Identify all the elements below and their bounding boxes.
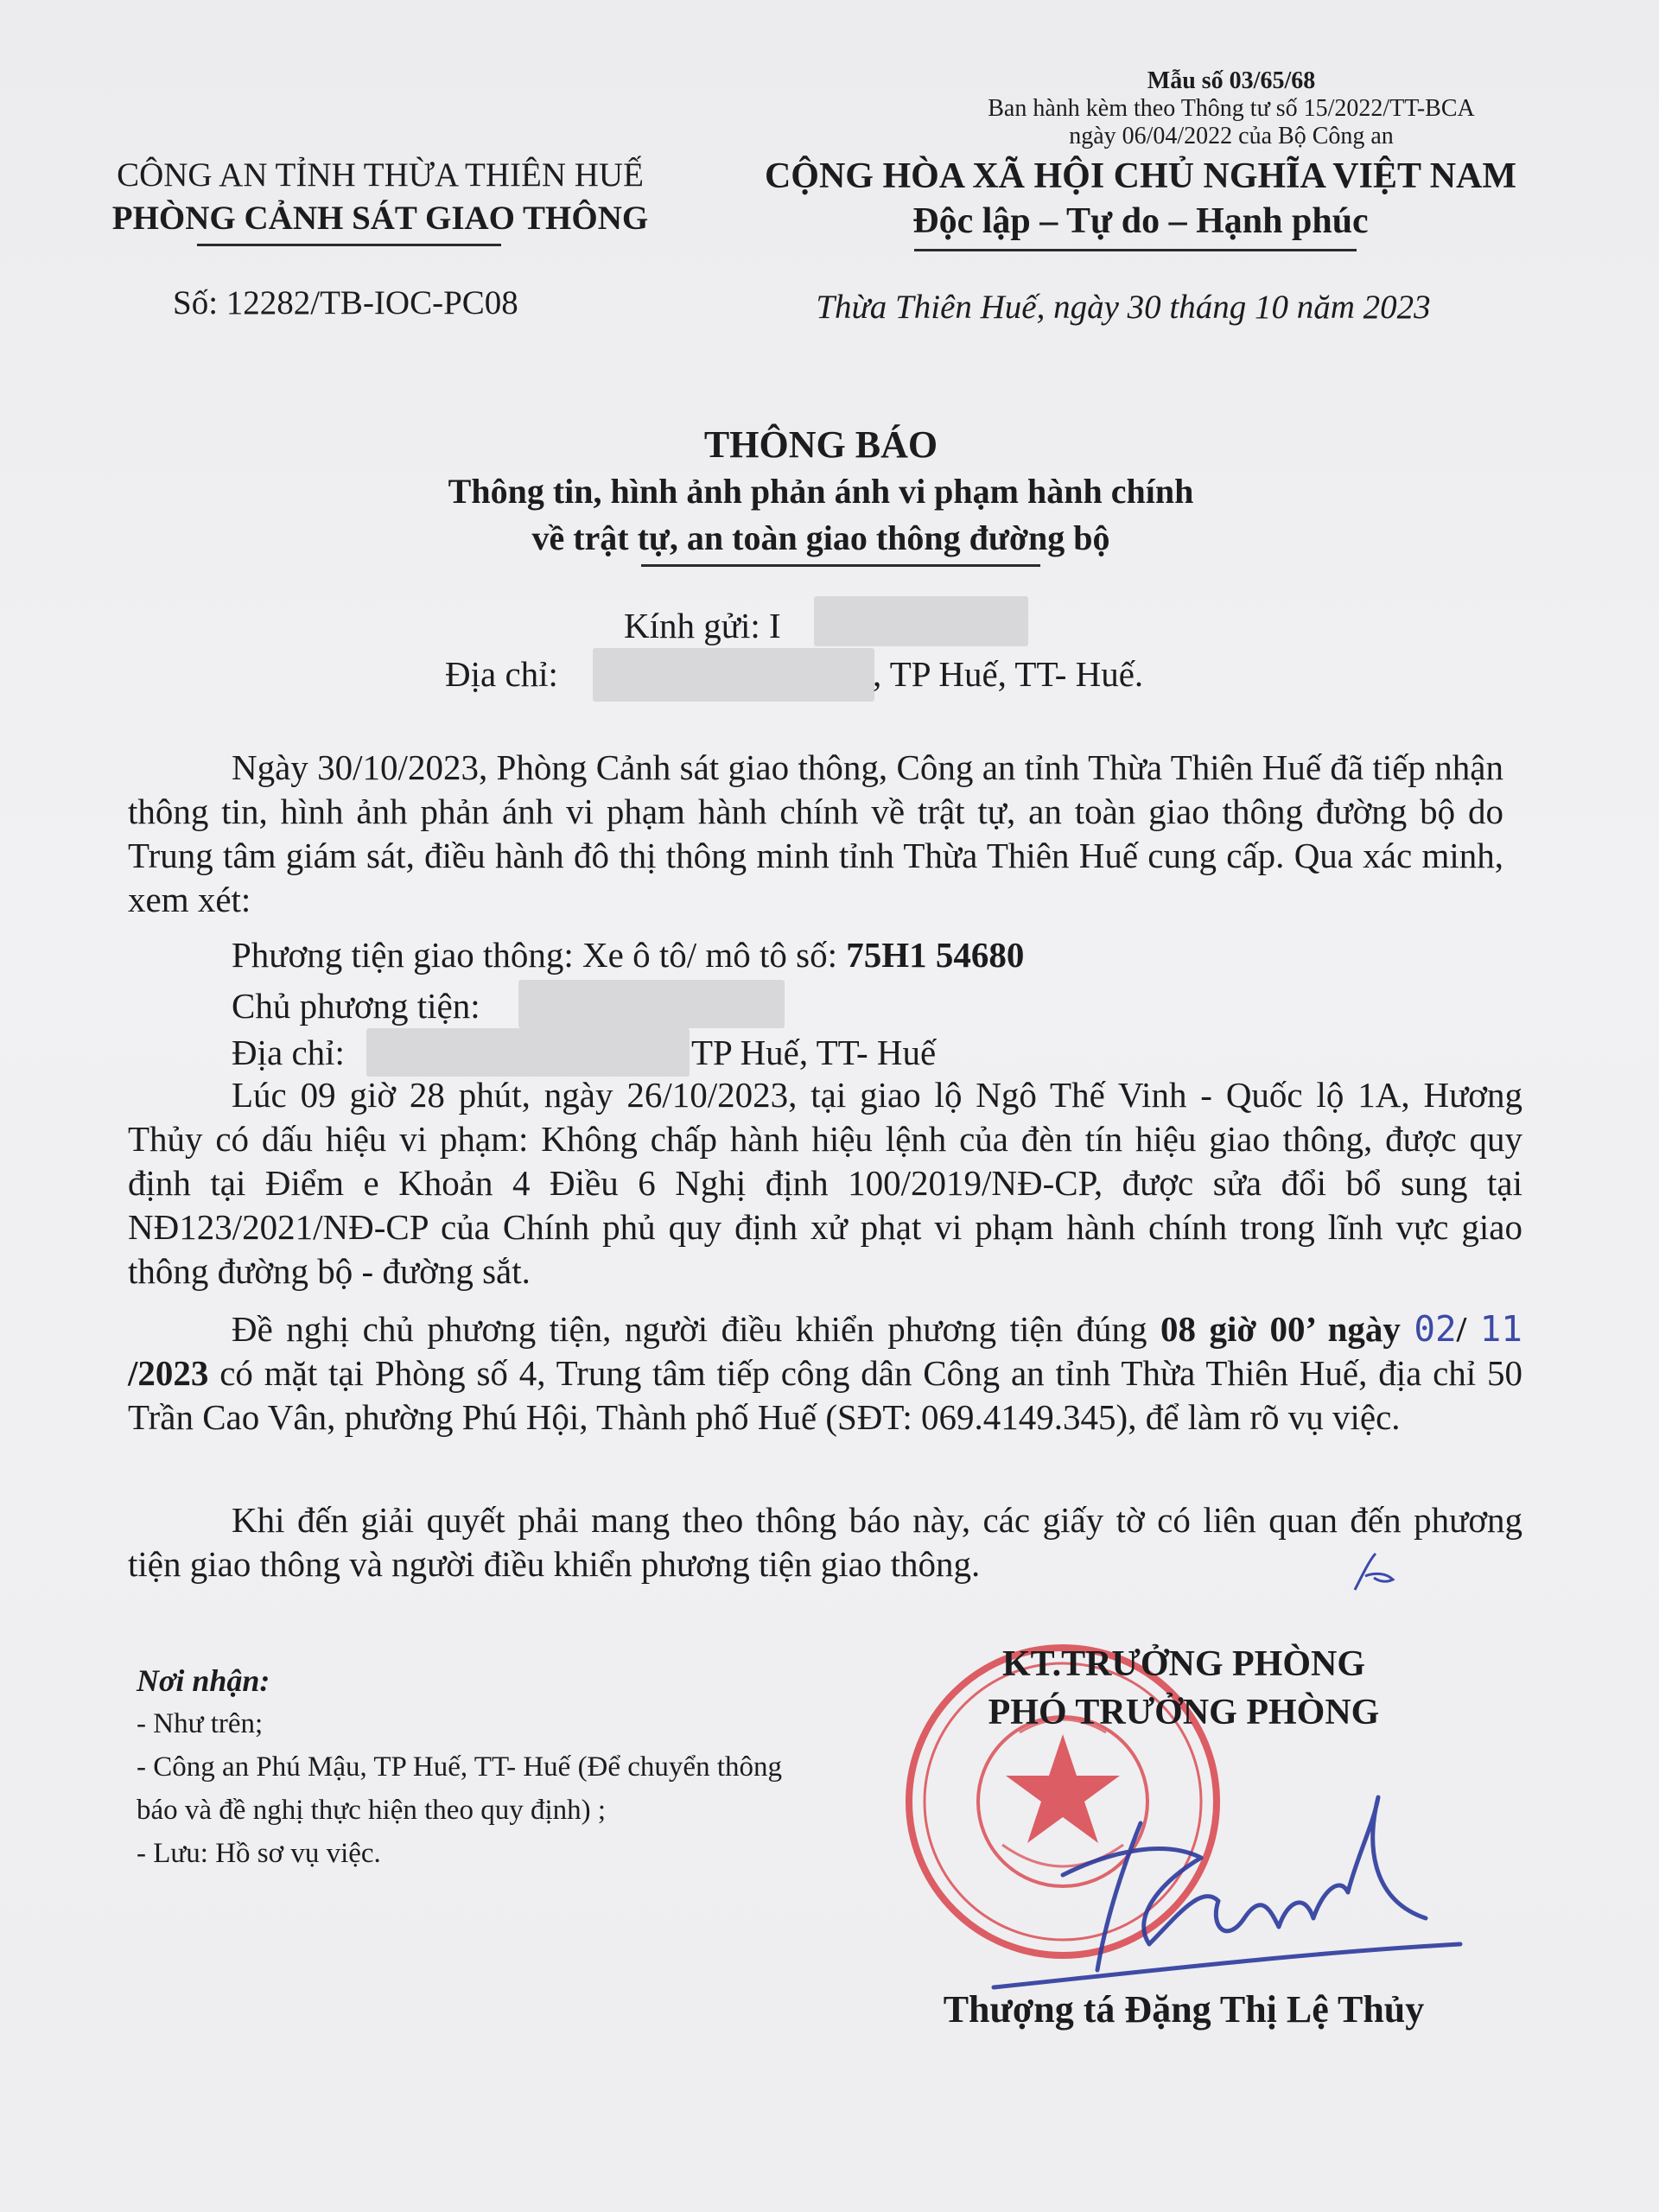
form-code-block	[916, 67, 1547, 150]
form-number: Mẫu số 03/65/68	[1147, 67, 1316, 94]
signature-title1: KT.TRƯỞNG PHÒNG	[1002, 1644, 1365, 1684]
to-label: Kính gửi:	[624, 606, 760, 645]
summons-day-handwritten: 02	[1414, 1308, 1457, 1350]
agency-line1: CÔNG AN TỈNH THỪA THIÊN HUẾ	[117, 156, 644, 194]
vehicle-plate: 75H1 54680	[846, 935, 1025, 975]
motto-underline	[914, 249, 1357, 251]
summons-time: 08 giờ 00’ ngày	[1160, 1309, 1401, 1349]
distribution-heading: Nơi nhận:	[137, 1663, 270, 1698]
form-issued-with: Ban hành kèm theo Thông tư số 15/2022/TT-BCA	[988, 95, 1475, 122]
address-suffix: , TP Huế, TT- Huế.	[873, 654, 1144, 694]
document-title	[0, 422, 1642, 562]
initial-mark-icon	[1348, 1547, 1400, 1599]
title-sub1: Thông tin, hình ảnh phản ánh vi phạm hành chính	[448, 472, 1194, 511]
redacted-owner-name	[518, 980, 785, 1028]
recipient-to	[624, 605, 781, 646]
owner-label: Chủ phương tiện:	[232, 986, 480, 1026]
place-date: Thừa Thiên Huế, ngày 30 tháng 10 năm 2023	[816, 289, 1431, 326]
paragraph-summons: Đề nghị chủ phương tiện, người điều khiển phương tiện đúng 08 giờ 00’ ngày 02/ 11 /2023 có mặt tại Phòng số 4, Trung tâm tiếp công dân Công an tỉnh Thừa Thiên Huế, địa chỉ 50 Trần Cao Vân, phường Phú Hội, Thành phố Huế (SĐT: 069.4149.345), để làm rõ vụ việc.	[128, 1308, 1523, 1437]
agency-line2: PHÒNG CẢNH SÁT GIAO THÔNG	[111, 200, 649, 237]
vehicle-line	[232, 933, 1441, 977]
title-main: THÔNG BÁO	[703, 423, 938, 466]
redacted-recipient-address	[593, 648, 874, 702]
owner-address-suffix: TP Huế, TT- Huế	[691, 1033, 937, 1072]
summons-year: /2023	[128, 1353, 209, 1393]
distribution-list	[137, 1659, 828, 1875]
nation-line2: Độc lập – Tự do – Hạnh phúc	[912, 201, 1369, 241]
signer-name: Thượng tá Đặng Thị Lệ Thủy	[943, 1988, 1425, 2031]
agency-header	[60, 154, 700, 240]
address-label: Địa chỉ:	[445, 654, 558, 694]
nation-line1: CỘNG HÒA XÃ HỘI CHỦ NGHĨA VIỆT NAM	[764, 156, 1517, 196]
owner-address-label: Địa chỉ:	[232, 1033, 345, 1072]
title-sub2: về trật tự, an toàn giao thông đường bộ	[531, 518, 1110, 557]
summons-rest: có mặt tại Phòng số 4, Trung tâm tiếp công dân Công an tỉnh Thừa Thiên Huế, địa chỉ 50 Trần Cao Vân, phường Phú Hội, Thành phố Huế (SĐT: 069.4149.345), để làm rõ vụ việc.	[128, 1353, 1523, 1437]
handwritten-signature-icon	[942, 1771, 1478, 1996]
summons-month-handwritten: 11	[1479, 1308, 1522, 1350]
summons-start: Đề nghị chủ phương tiện, người điều khiển phương tiện đúng	[232, 1309, 1147, 1349]
signature-title2: PHÓ TRƯỞNG PHÒNG	[988, 1693, 1380, 1732]
paragraph-instructions: Khi đến giải quyết phải mang theo thông báo này, các giấy tờ có liên quan đến phương tiện giao thông và người điều khiển phương tiện giao thông.	[128, 1500, 1522, 1584]
title-underline	[641, 564, 1040, 567]
national-header	[709, 154, 1573, 244]
signature-block	[916, 1640, 1452, 1737]
paragraph-intro: Ngày 30/10/2023, Phòng Cảnh sát giao thông, Công an tỉnh Thừa Thiên Huế đã tiếp nhận thông tin, hình ảnh phản ánh vi phạm hành chính về trật tự, an toàn giao thông đường bộ do Trung tâm giám sát, điều hành đô thị thông minh tỉnh Thừa Thiên Huế cung cấp. Qua xác minh, xem xét:	[128, 747, 1503, 919]
redacted-owner-address	[366, 1028, 690, 1077]
document-number: Số: 12282/TB-IOC-PC08	[173, 284, 518, 321]
distribution-item: - Như trên;	[137, 1708, 264, 1739]
form-issued-date: ngày 06/04/2022 của Bộ Công an	[1069, 123, 1394, 149]
distribution-item: - Lưu: Hồ sơ vụ việc.	[137, 1838, 381, 1869]
paragraph-violation: Lúc 09 giờ 28 phút, ngày 26/10/2023, tại giao lộ Ngô Thế Vinh - Quốc lộ 1A, Hương Thủy có dấu hiệu vi phạm: Không chấp hành hiệu lệnh của đèn tín hiệu giao thông, được quy định tại Điểm e Khoản 4 Điều 6 Nghị định 100/2019/NĐ-CP, được sửa đổi bổ sung tại NĐ123/2021/NĐ-CP của Chính phủ quy định xử phạt vi phạm hành chính trong lĩnh vực giao thông đường bộ - đường sắt.	[128, 1075, 1522, 1291]
distribution-item: - Công an Phú Mậu, TP Huế, TT- Huế (Để chuyển thông báo và đề nghị thực hiện theo quy định) ;	[137, 1751, 782, 1826]
to-visible: I	[769, 606, 781, 645]
vehicle-label: Phương tiện giao thông: Xe ô tô/ mô tô số:	[232, 935, 838, 975]
redacted-recipient-name	[814, 596, 1028, 646]
agency-underline	[197, 244, 501, 246]
